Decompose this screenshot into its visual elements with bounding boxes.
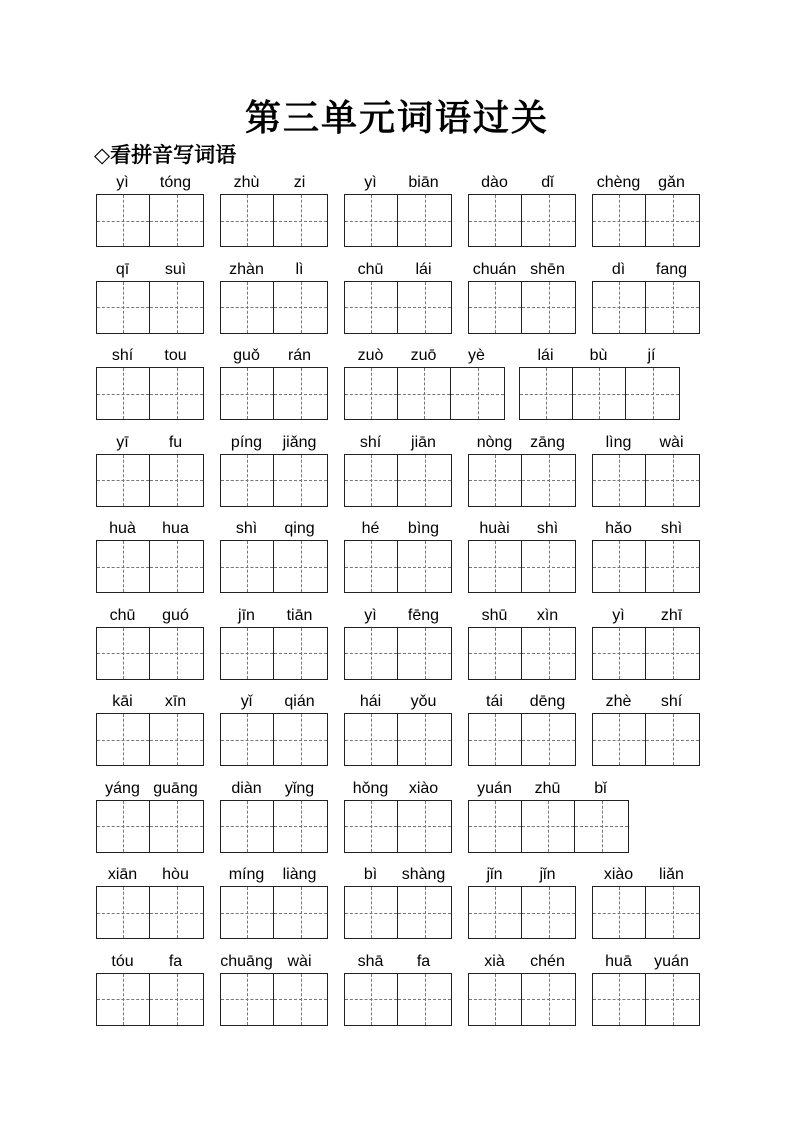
tianzige-cell[interactable] [274, 628, 327, 679]
writing-boxes[interactable] [468, 627, 576, 680]
word-item [220, 432, 328, 508]
tianzige-cell[interactable] [646, 195, 699, 246]
tianzige-cell[interactable] [469, 541, 522, 592]
word-item [96, 864, 204, 940]
tianzige-cell[interactable] [221, 714, 274, 765]
tianzige-cell[interactable] [345, 368, 398, 419]
pinyin-syllable: jǐn [486, 866, 503, 883]
pinyin-syllable: wài [659, 433, 684, 451]
tianzige-cell[interactable] [150, 801, 203, 852]
pinyin-syllable: chuán [472, 260, 517, 278]
tianzige-cell[interactable] [221, 541, 274, 592]
writing-boxes[interactable] [468, 800, 629, 853]
tianzige-cell[interactable] [274, 368, 327, 419]
pinyin-syllable: xiān [107, 866, 138, 883]
pinyin-syllable: dǐ [541, 174, 554, 191]
tianzige-cell[interactable] [274, 714, 327, 765]
word-item [220, 864, 328, 940]
writing-boxes[interactable] [468, 454, 576, 507]
writing-boxes[interactable] [592, 713, 700, 766]
word-item [344, 518, 452, 594]
pinyin-syllable: qián [284, 693, 315, 710]
tianzige-cell[interactable] [469, 801, 522, 852]
word-item [468, 951, 576, 1027]
pinyin-syllable: yǒu [410, 693, 437, 710]
writing-boxes[interactable] [220, 281, 328, 334]
word-item [592, 864, 700, 940]
tianzige-cell[interactable] [345, 714, 398, 765]
tianzige-cell[interactable] [398, 368, 451, 419]
tianzige-cell[interactable] [469, 974, 522, 1025]
pinyin-syllable: wài [287, 952, 312, 970]
word-item [468, 172, 576, 248]
tianzige-cell[interactable] [274, 455, 327, 506]
tianzige-cell[interactable] [646, 628, 699, 679]
pinyin-syllable: fa [416, 952, 431, 970]
tianzige-cell[interactable] [97, 541, 150, 592]
pinyin-syllable: tou [164, 347, 187, 364]
tianzige-cell[interactable] [469, 282, 522, 333]
writing-boxes[interactable] [344, 454, 452, 507]
word-item [592, 951, 700, 1027]
pinyin-syllable: yì [116, 174, 129, 191]
writing-boxes[interactable] [592, 540, 700, 593]
pinyin-syllable: bù [589, 347, 608, 364]
tianzige-cell[interactable] [398, 801, 451, 852]
tianzige-cell[interactable] [593, 541, 646, 592]
word-item [220, 172, 328, 248]
tianzige-cell[interactable] [221, 195, 274, 246]
tianzige-cell[interactable] [646, 714, 699, 765]
tianzige-cell[interactable] [274, 541, 327, 592]
pinyin-syllable: zāng [530, 433, 565, 451]
pinyin-syllable: fēng [407, 606, 440, 624]
writing-boxes[interactable] [344, 886, 452, 939]
writing-boxes[interactable] [96, 540, 204, 593]
writing-boxes[interactable] [220, 800, 328, 853]
tianzige-cell[interactable] [522, 195, 575, 246]
tianzige-cell[interactable] [593, 887, 646, 938]
writing-boxes[interactable] [344, 973, 452, 1026]
tianzige-cell[interactable] [593, 455, 646, 506]
tianzige-cell[interactable] [522, 887, 575, 938]
pinyin-syllable: tiān [286, 606, 313, 624]
tianzige-cell[interactable] [274, 282, 327, 333]
writing-boxes[interactable] [96, 886, 204, 939]
tianzige-cell[interactable] [593, 195, 646, 246]
tianzige-cell[interactable] [593, 974, 646, 1025]
pinyin-syllable: huà [109, 520, 136, 537]
tianzige-cell[interactable] [451, 368, 504, 419]
tianzige-cell[interactable] [626, 368, 679, 419]
pinyin-syllable: yǐ [240, 693, 253, 710]
writing-boxes[interactable] [220, 886, 328, 939]
word-item [96, 778, 204, 854]
pinyin-syllable: bìng [407, 520, 440, 537]
writing-boxes[interactable] [592, 973, 700, 1026]
pinyin-syllable: shí [660, 693, 683, 710]
pinyin-syllable: lìng [605, 433, 632, 451]
word-item [344, 345, 505, 421]
pinyin-syllable: shì [536, 520, 559, 537]
tianzige-cell[interactable] [97, 628, 150, 679]
pinyin-syllable: yī [116, 433, 129, 451]
tianzige-cell[interactable] [221, 974, 274, 1025]
pinyin-syllable: guó [162, 606, 189, 624]
pinyin-syllable: shū [481, 606, 508, 624]
tianzige-cell[interactable] [97, 368, 150, 419]
word-item [220, 605, 328, 681]
word-item [344, 172, 452, 248]
tianzige-cell[interactable] [398, 714, 451, 765]
word-item [344, 605, 452, 681]
pinyin-syllable: yì [364, 606, 377, 624]
word-item [96, 432, 204, 508]
pinyin-syllable: xìn [536, 606, 559, 624]
word-item [220, 259, 328, 335]
pinyin-syllable: guāng [153, 779, 198, 797]
pinyin-syllable: shì [235, 520, 258, 537]
tianzige-cell[interactable] [150, 455, 203, 506]
word-item [344, 864, 452, 940]
writing-boxes[interactable] [220, 713, 328, 766]
word-item [96, 345, 204, 421]
tianzige-cell[interactable] [150, 714, 203, 765]
tianzige-cell[interactable] [150, 195, 203, 246]
word-item [96, 259, 204, 335]
tianzige-cell[interactable] [646, 455, 699, 506]
tianzige-cell[interactable] [593, 714, 646, 765]
tianzige-cell[interactable] [150, 368, 203, 419]
pinyin-syllable: yuán [654, 952, 689, 970]
tianzige-cell[interactable] [593, 282, 646, 333]
writing-boxes[interactable] [220, 973, 328, 1026]
pinyin-syllable: xiào [603, 866, 634, 883]
tianzige-cell[interactable] [646, 282, 699, 333]
pinyin-syllable: chuāng [220, 952, 273, 970]
writing-boxes[interactable] [344, 281, 452, 334]
pinyin-syllable: lái [537, 347, 554, 364]
word-item [96, 605, 204, 681]
tianzige-cell[interactable] [345, 282, 398, 333]
tianzige-cell[interactable] [398, 282, 451, 333]
pinyin-syllable: xiào [408, 779, 439, 797]
word-item [468, 778, 629, 854]
pinyin-syllable: guǒ [233, 347, 260, 364]
pinyin-syllable: chén [530, 952, 565, 970]
word-item [468, 432, 576, 508]
pinyin-syllable: shàng [401, 866, 446, 883]
word-item [592, 518, 700, 594]
writing-boxes[interactable] [344, 713, 452, 766]
word-item [220, 691, 328, 767]
pinyin-syllable: yǐng [284, 779, 315, 797]
tianzige-cell[interactable] [345, 455, 398, 506]
tianzige-cell[interactable] [398, 887, 451, 938]
word-item [468, 259, 576, 335]
pinyin-syllable: gǎn [658, 174, 685, 191]
tianzige-cell[interactable] [274, 887, 327, 938]
tianzige-cell[interactable] [646, 887, 699, 938]
pinyin-syllable: zhū [534, 779, 561, 797]
word-item [96, 691, 204, 767]
pinyin-syllable: hé [361, 520, 380, 537]
writing-boxes[interactable] [344, 540, 452, 593]
tianzige-cell[interactable] [150, 282, 203, 333]
writing-boxes[interactable] [468, 713, 576, 766]
word-item [592, 432, 700, 508]
tianzige-cell[interactable] [345, 801, 398, 852]
writing-boxes[interactable] [96, 973, 204, 1026]
writing-boxes[interactable] [468, 281, 576, 334]
pinyin-syllable: nòng [476, 433, 513, 451]
pinyin-syllable: shā [357, 952, 384, 970]
pinyin-syllable: liǎn [659, 866, 684, 883]
word-item [220, 951, 328, 1027]
tianzige-cell[interactable] [522, 714, 575, 765]
tianzige-cell[interactable] [345, 195, 398, 246]
pinyin-syllable: yáng [105, 779, 140, 797]
tianzige-cell[interactable] [573, 368, 626, 419]
pinyin-syllable: biān [408, 174, 439, 191]
word-item [592, 605, 700, 681]
pinyin-syllable: jí [647, 347, 656, 364]
word-item [468, 518, 576, 594]
writing-boxes[interactable] [96, 713, 204, 766]
tianzige-cell[interactable] [345, 974, 398, 1025]
pinyin-syllable: zi [293, 174, 306, 191]
pinyin-syllable: jǐn [539, 866, 556, 883]
tianzige-cell[interactable] [469, 195, 522, 246]
pinyin-syllable: zhàn [229, 260, 264, 278]
pinyin-syllable: chèng [596, 174, 641, 191]
pinyin-syllable: chū [357, 260, 384, 278]
word-item [592, 691, 700, 767]
tianzige-cell[interactable] [522, 974, 575, 1025]
tianzige-cell[interactable] [97, 282, 150, 333]
writing-boxes[interactable] [96, 367, 204, 420]
tianzige-cell[interactable] [97, 455, 150, 506]
writing-boxes[interactable] [220, 454, 328, 507]
tianzige-cell[interactable] [345, 628, 398, 679]
writing-boxes[interactable] [344, 367, 505, 420]
pinyin-syllable: jīn [238, 606, 255, 624]
tianzige-cell[interactable] [398, 455, 451, 506]
word-item [96, 951, 204, 1027]
pinyin-syllable: yì [612, 606, 625, 624]
writing-boxes[interactable] [468, 886, 576, 939]
pinyin-syllable: jiǎng [282, 433, 317, 451]
tianzige-cell[interactable] [522, 455, 575, 506]
pinyin-syllable: liàng [282, 866, 317, 883]
tianzige-cell[interactable] [522, 541, 575, 592]
word-item [220, 778, 328, 854]
pinyin-syllable: xīn [164, 693, 187, 710]
writing-boxes[interactable] [220, 540, 328, 593]
word-item [592, 172, 700, 248]
pinyin-syllable: zhè [605, 693, 632, 710]
pinyin-syllable: yè [468, 347, 485, 364]
tianzige-cell[interactable] [221, 368, 274, 419]
word-item [592, 259, 700, 335]
tianzige-cell[interactable] [150, 887, 203, 938]
writing-boxes[interactable] [344, 800, 452, 853]
tianzige-cell[interactable] [646, 541, 699, 592]
tianzige-cell[interactable] [150, 974, 203, 1025]
word-item [468, 605, 576, 681]
pinyin-syllable: fu [168, 433, 183, 451]
word-item [220, 345, 328, 421]
writing-boxes[interactable] [468, 540, 576, 593]
pinyin-syllable: suì [164, 260, 187, 278]
writing-boxes[interactable] [96, 281, 204, 334]
pinyin-syllable: xià [484, 952, 505, 970]
tianzige-cell[interactable] [150, 541, 203, 592]
word-item [344, 259, 452, 335]
word-item [344, 432, 452, 508]
pinyin-syllable: hòu [162, 866, 189, 883]
writing-boxes[interactable] [96, 454, 204, 507]
pinyin-syllable: lì [295, 260, 304, 278]
tianzige-cell[interactable] [520, 368, 573, 419]
pinyin-syllable: hua [162, 520, 189, 537]
pinyin-syllable: diàn [231, 779, 262, 797]
pinyin-syllable: hǒng [352, 779, 389, 797]
tianzige-cell[interactable] [398, 974, 451, 1025]
pinyin-syllable: zuō [410, 347, 437, 364]
tianzige-cell[interactable] [97, 801, 150, 852]
writing-boxes[interactable] [519, 367, 680, 420]
tianzige-cell[interactable] [469, 887, 522, 938]
tianzige-cell[interactable] [97, 714, 150, 765]
tianzige-cell[interactable] [522, 801, 575, 852]
pinyin-syllable: qī [115, 260, 130, 278]
pinyin-syllable: zuò [357, 347, 384, 364]
pinyin-syllable: tái [486, 693, 503, 710]
tianzige-cell[interactable] [469, 455, 522, 506]
tianzige-cell[interactable] [97, 887, 150, 938]
writing-boxes[interactable] [592, 627, 700, 680]
word-item [519, 345, 680, 421]
pinyin-syllable: lái [415, 260, 432, 278]
pinyin-syllable: míng [228, 866, 265, 883]
pinyin-syllable: fang [655, 260, 688, 278]
word-item [468, 864, 576, 940]
pinyin-syllable: píng [230, 433, 263, 451]
tianzige-cell[interactable] [575, 801, 628, 852]
section-heading: ◇看拼音写词语 [94, 142, 237, 167]
pinyin-syllable: zhù [233, 174, 260, 191]
tianzige-cell[interactable] [469, 714, 522, 765]
page-title: 第三单元词语过关 [244, 97, 549, 139]
word-item [344, 778, 452, 854]
pinyin-syllable: shì [660, 520, 683, 537]
pinyin-syllable: hǎo [605, 520, 632, 537]
tianzige-cell[interactable] [522, 628, 575, 679]
writing-boxes[interactable] [468, 973, 576, 1026]
pinyin-syllable: zhī [660, 606, 683, 624]
pinyin-syllable: shí [359, 433, 382, 451]
tianzige-cell[interactable] [150, 628, 203, 679]
writing-boxes[interactable] [96, 800, 204, 853]
pinyin-syllable: yuán [477, 779, 512, 797]
pinyin-syllable: shí [111, 347, 134, 364]
pinyin-syllable: huā [605, 952, 632, 970]
writing-boxes[interactable] [220, 627, 328, 680]
pinyin-syllable: tóng [159, 174, 192, 191]
writing-boxes[interactable] [344, 627, 452, 680]
tianzige-cell[interactable] [522, 282, 575, 333]
word-item [96, 172, 204, 248]
writing-boxes[interactable] [592, 281, 700, 334]
pinyin-syllable: bǐ [594, 779, 607, 797]
tianzige-cell[interactable] [274, 195, 327, 246]
tianzige-cell[interactable] [345, 541, 398, 592]
writing-boxes[interactable] [592, 886, 700, 939]
tianzige-cell[interactable] [593, 628, 646, 679]
word-item [344, 691, 452, 767]
word-item [344, 951, 452, 1027]
writing-boxes[interactable] [220, 194, 328, 247]
pinyin-syllable: shēn [530, 260, 565, 278]
writing-boxes[interactable] [468, 194, 576, 247]
tianzige-cell[interactable] [221, 628, 274, 679]
word-item [468, 691, 576, 767]
tianzige-cell[interactable] [97, 195, 150, 246]
pinyin-syllable: hái [359, 693, 382, 710]
writing-boxes[interactable] [96, 194, 204, 247]
writing-boxes[interactable] [592, 194, 700, 247]
pinyin-syllable: jiān [411, 433, 436, 451]
tianzige-cell[interactable] [646, 974, 699, 1025]
tianzige-cell[interactable] [398, 541, 451, 592]
tianzige-cell[interactable] [221, 455, 274, 506]
tianzige-cell[interactable] [221, 887, 274, 938]
writing-boxes[interactable] [220, 367, 328, 420]
tianzige-cell[interactable] [398, 195, 451, 246]
tianzige-cell[interactable] [221, 282, 274, 333]
tianzige-cell[interactable] [345, 887, 398, 938]
tianzige-cell[interactable] [469, 628, 522, 679]
tianzige-cell[interactable] [97, 974, 150, 1025]
pinyin-syllable: yì [364, 174, 377, 191]
word-item [220, 518, 328, 594]
pinyin-syllable: dì [611, 260, 626, 278]
pinyin-syllable: chū [109, 606, 136, 624]
tianzige-cell[interactable] [274, 801, 327, 852]
tianzige-cell[interactable] [398, 628, 451, 679]
pinyin-syllable: tóu [111, 952, 134, 970]
writing-boxes[interactable] [592, 454, 700, 507]
pinyin-syllable: qing [284, 520, 315, 537]
writing-boxes[interactable] [344, 194, 452, 247]
pinyin-syllable: fa [168, 952, 183, 970]
pinyin-syllable: dào [481, 174, 508, 191]
pinyin-syllable: huài [479, 520, 510, 537]
pinyin-syllable: kāi [112, 693, 133, 710]
tianzige-cell[interactable] [274, 974, 327, 1025]
pinyin-syllable: dēng [529, 693, 566, 710]
pinyin-syllable: bì [363, 866, 378, 883]
word-item [96, 518, 204, 594]
tianzige-cell[interactable] [221, 801, 274, 852]
writing-boxes[interactable] [96, 627, 204, 680]
pinyin-syllable: rán [287, 347, 312, 364]
